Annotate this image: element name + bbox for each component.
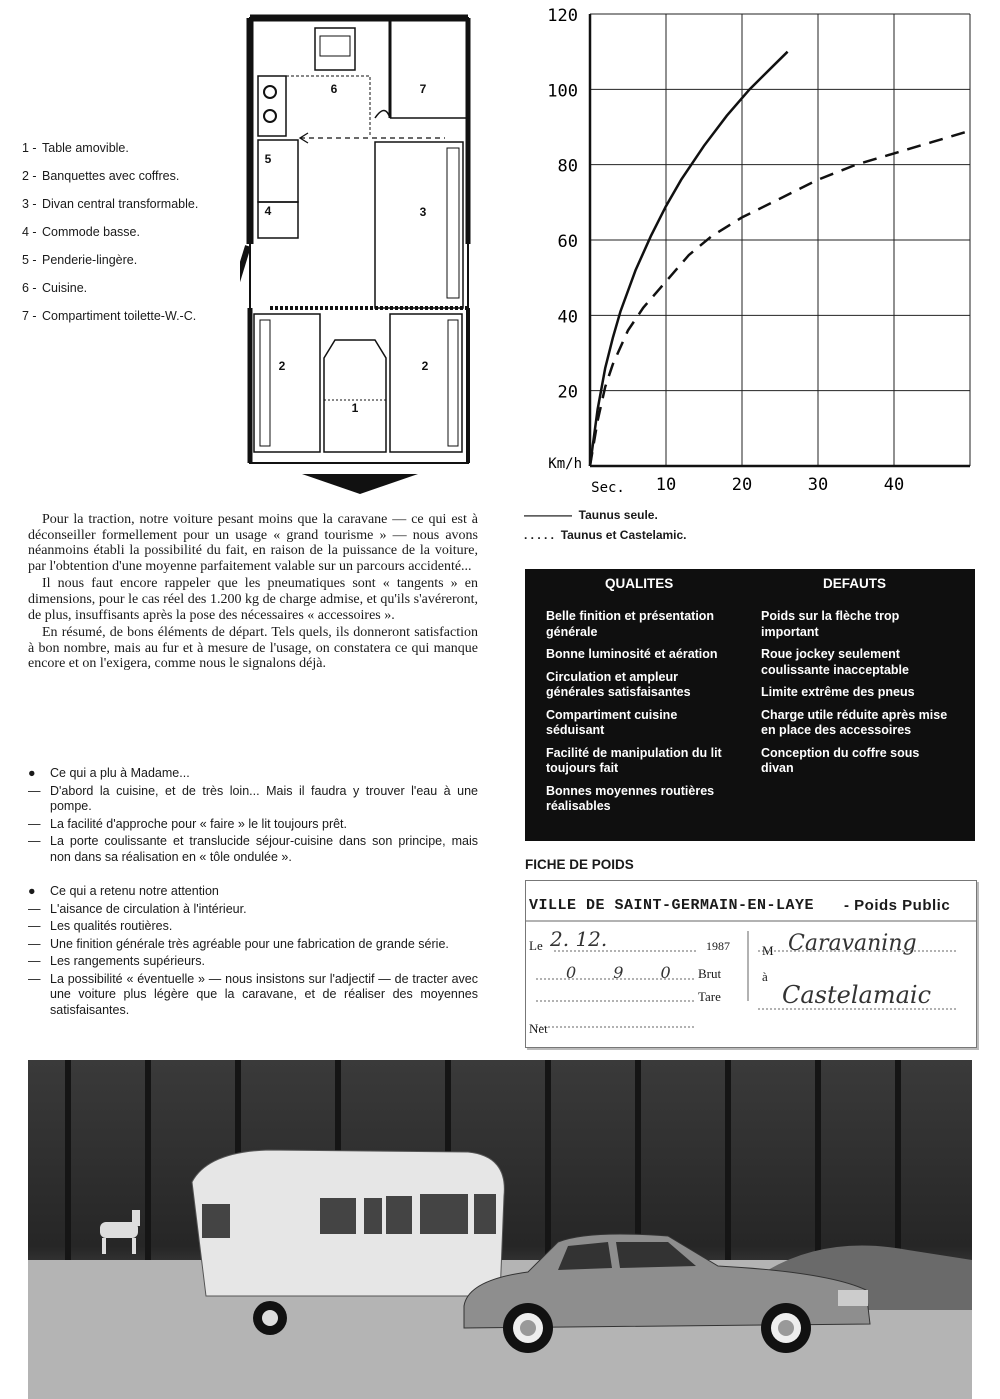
- qualites-column: [546, 609, 738, 822]
- defauts-item: Charge utile réduite après mise en place des accessoires: [761, 707, 948, 737]
- qualites-item: Compartiment cuisine séduisant: [546, 707, 678, 737]
- legend-item: [22, 308, 202, 324]
- paragraph: Il nous faut encore rappeler que les pneumatiques sont « tangents » en dimensions, pour le cas réel des 1.200 kg de charge admise, et qu'ils s'avéreront, de plus, insuffisants après la pose des nécessaires « accessoires ».: [28, 576, 478, 623]
- y-tick-label: 100: [547, 81, 578, 102]
- ticket-net: Net: [529, 1021, 548, 1036]
- weight-ticket: [525, 880, 977, 1048]
- qualities-defects-table: [525, 569, 975, 841]
- plan-legend: [22, 140, 202, 336]
- acceleration-chart: [520, 0, 1000, 500]
- qualites-heading: QUALITES: [605, 576, 674, 591]
- legend-text: Commode basse.: [42, 225, 140, 239]
- list-item: [28, 902, 478, 918]
- ticket-ville: VILLE DE SAINT-GERMAIN-EN-LAYE: [529, 897, 815, 914]
- x-tick-label: 40: [883, 475, 905, 495]
- list-item: [28, 834, 478, 865]
- y-tick-label: 60: [557, 232, 578, 252]
- legend-text: Table amovible.: [42, 141, 129, 155]
- list-item: [28, 817, 478, 833]
- legend-item: [22, 168, 202, 184]
- ticket-name1: Caravaning: [788, 931, 917, 956]
- dash-marker: —: [28, 901, 41, 916]
- list-item-text: D'abord la cuisine, et de très loin... Mais il faudra y trouver l'eau à une pompe.: [50, 783, 478, 813]
- bullet-dot: ●: [28, 884, 36, 898]
- defauts-item: Poids sur la flèche trop important: [761, 609, 900, 639]
- article-text: [28, 512, 478, 672]
- y-axis-label: Km/h: [548, 456, 582, 472]
- dash-marker: —: [28, 936, 41, 951]
- legend-item: [22, 140, 202, 156]
- section-title: Ce qui a plu à Madame...: [50, 766, 190, 780]
- dash-marker: —: [28, 783, 41, 798]
- ticket-a: à: [762, 969, 768, 984]
- plan-label-5: 5: [264, 152, 272, 166]
- legend-dashed-marker: . . . . .: [524, 528, 555, 542]
- y-tick-label: 80: [557, 156, 578, 177]
- defauts-item: Roue jockey seulement coulissante inacceptable: [761, 647, 909, 677]
- legend-number: 1 -: [22, 141, 37, 155]
- paragraph: En résumé, de bons éléments de départ. Tels quels, ils donneront satisfaction à bon nombre, mais au fur et à mesure de l'usage, on constatera ce qui manque encore et on l'exigera, comme nous le signalons déjà.: [28, 625, 478, 672]
- bullet-dot: ●: [28, 766, 36, 780]
- dash-marker: —: [28, 816, 41, 831]
- legend-number: 4 -: [22, 225, 37, 239]
- plan-label-1: 1: [351, 401, 359, 415]
- x-tick-label: 20: [731, 475, 753, 495]
- qualites-item: Belle finition et présentation générale: [546, 609, 715, 639]
- list-item: [28, 972, 478, 1019]
- defauts-item: Conception du coffre sous divan: [761, 745, 920, 775]
- list-item-text: L'aisance de circulation à l'intérieur.: [50, 901, 247, 916]
- paragraph: Pour la traction, notre voiture pesant moins que la caravane — ce qui est à déconseiller formellement pour un usage « grand tourisme » — nous avons néanmoins établi la possibilité du fait, en raison de la puissance de la voiture, par l'obtention d'une moyenne parfaitement valable sur un parcours accidenté...: [28, 512, 478, 574]
- list-item-text: Les qualités routières.: [50, 919, 173, 933]
- ticket-le: Le: [529, 938, 543, 953]
- attention-section: [28, 884, 478, 1020]
- legend-text: Cuisine.: [42, 281, 88, 295]
- list-item-text: La porte coulissante et translucide séjour-cuisine dans son principe, mais non dans sa réalisation en « tôle ondulée ».: [50, 834, 478, 864]
- qualites-item: Facilité de manipulation du lit toujours fait: [546, 745, 722, 775]
- list-item: [28, 784, 478, 815]
- ticket-name2: Castelamaic: [782, 981, 932, 1009]
- x-tick-label: 10: [655, 475, 677, 495]
- list-item-text: Les rangements supérieurs.: [50, 954, 205, 968]
- series-line-taunus-seule: [590, 52, 788, 466]
- caravan-floor-plan: [240, 8, 480, 494]
- caravan-car-photo: [28, 1060, 972, 1399]
- ticket-weight: 0 9 0: [566, 963, 687, 982]
- dash-marker: —: [28, 971, 41, 986]
- defauts-heading: DEFAUTS: [823, 576, 887, 591]
- legend-number: 7 -: [22, 309, 37, 323]
- list-item-text: La possibilité « éventuelle » — nous insistons sur l'adjectif — de tracter avec une voiture plus légère que la caravane, et de réaliser des moyennes satisfaisantes.: [50, 971, 478, 1017]
- y-tick-label: 20: [557, 382, 578, 403]
- ticket-brut: Brut: [698, 966, 722, 981]
- legend-item: [22, 224, 202, 240]
- list-item-text: La facilité d'approche pour « faire » le lit toujours prêt.: [50, 816, 348, 831]
- x-axis-label: Sec.: [591, 480, 625, 496]
- madame-section: [28, 766, 478, 867]
- legend-number: 5 -: [22, 253, 37, 267]
- x-tick-label: 30: [807, 475, 829, 495]
- dash-marker: —: [28, 834, 41, 848]
- legend-number: 3 -: [22, 197, 37, 211]
- legend-item: [22, 280, 202, 296]
- y-tick-label: 40: [557, 307, 578, 328]
- list-item: [28, 954, 478, 970]
- series-line-taunus-castelamic: [590, 131, 970, 466]
- defauts-item: Limite extrême des pneus: [761, 685, 915, 699]
- list-item: [28, 937, 478, 953]
- list-item: [28, 919, 478, 935]
- legend-item: [22, 252, 202, 268]
- ticket-date: 2. 12.: [550, 927, 608, 951]
- legend-number: 2 -: [22, 169, 37, 183]
- dash-marker: —: [28, 954, 41, 968]
- legend-text: Penderie-lingère.: [42, 253, 138, 267]
- dash-marker: —: [28, 919, 41, 933]
- ticket-m: M: [762, 943, 774, 958]
- legend-dashed-label: Taunus et Castelamic.: [560, 528, 687, 542]
- legend-solid-marker: ————: [524, 508, 572, 522]
- plan-label-2-left: 2: [278, 359, 286, 373]
- plan-label-6: 6: [330, 82, 338, 96]
- defauts-column: [761, 609, 955, 784]
- chart-legend: [524, 508, 687, 542]
- ticket-poids-public: - Poids Public: [844, 897, 951, 914]
- fiche-heading: FICHE DE POIDS: [525, 857, 634, 872]
- qualites-item: Bonne luminosité et aération: [546, 647, 718, 661]
- plan-label-4: 4: [264, 204, 272, 218]
- section-title: Ce qui a retenu notre attention: [50, 884, 219, 898]
- legend-number: 6 -: [22, 281, 37, 295]
- ticket-year: 1987: [706, 939, 730, 953]
- legend-text: Compartiment toilette-W.-C.: [42, 309, 197, 323]
- y-tick-label: 120: [547, 6, 578, 26]
- legend-text: Divan central transformable.: [42, 197, 199, 211]
- legend-solid-label: Taunus seule.: [578, 508, 658, 522]
- plan-label-2-right: 2: [421, 359, 429, 373]
- ticket-tare: Tare: [698, 989, 721, 1004]
- list-item-text: Une finition générale très agréable pour une fabrication de grande série.: [50, 936, 449, 951]
- qualites-item: Circulation et ampleur générales satisfaisantes: [546, 669, 691, 699]
- plan-label-3: 3: [419, 205, 427, 219]
- plan-label-7: 7: [419, 82, 427, 96]
- legend-item: [22, 196, 202, 212]
- qualites-item: Bonnes moyennes routières réalisables: [546, 783, 715, 813]
- legend-text: Banquettes avec coffres.: [42, 169, 180, 183]
